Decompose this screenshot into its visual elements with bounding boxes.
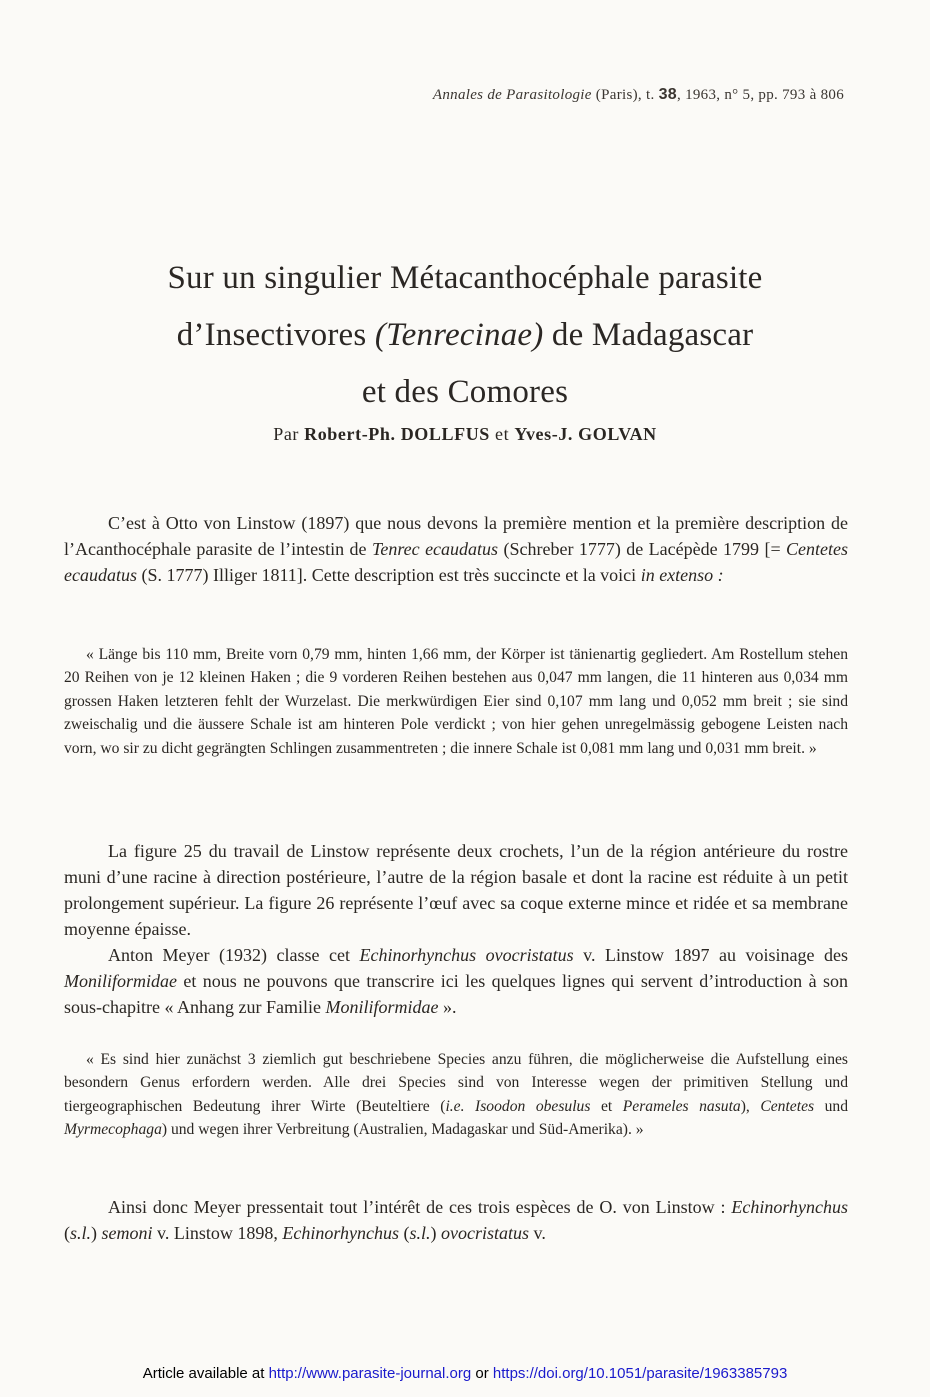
author-prefix: Par: [273, 424, 299, 444]
p4-text-1: Ainsi donc Meyer pressentait tout l’intérêt de ces trois espèces de O. von Linstow :: [108, 1197, 732, 1217]
p1-text-1: C’est à Otto von Linstow (1897) que nous devons la première mention et la première description de l’Acanthocéphale parasite de l’intestin de: [64, 513, 848, 559]
issue-details: , 1963, n° 5, pp. 793 à 806: [676, 87, 844, 103]
p4-genus-2: Echinorhynchus: [282, 1223, 400, 1243]
title-line-3: et des Comores: [361, 374, 569, 410]
p3-text-2: v. Linstow 1897 au voisinage des: [573, 945, 848, 965]
journal-name: Annales de Parasitologie: [432, 87, 592, 103]
title-line-2-end: de Madagascar: [543, 317, 754, 353]
q2-taxon-3: Centetes: [760, 1097, 815, 1115]
paragraph-3: [64, 942, 848, 1020]
p1-taxon-1: Tenrec ecaudatus: [371, 539, 499, 559]
p1-latin: in extenso :: [640, 565, 724, 585]
author-line: [0, 424, 930, 445]
q2-taxon-1: i.e. Isoodon obesulus: [445, 1097, 591, 1115]
volume-number: 38: [658, 86, 677, 103]
title-line-1: Sur un singulier Métacanthocéphale parasite: [167, 260, 763, 296]
journal-city: (Paris), t.: [595, 87, 655, 103]
paragraph-1: [64, 510, 848, 588]
q2-taxon-4: Myrmecophaga: [64, 1121, 162, 1139]
article-title: [60, 250, 870, 421]
p3-text-1: Anton Meyer (1932) classe cet: [108, 945, 360, 965]
p4-sl-2: s.l.: [409, 1223, 431, 1243]
q2-text-3: ),: [740, 1097, 761, 1115]
availability-footer: [0, 1365, 930, 1382]
title-line-2-start: d’Insectivores: [176, 317, 375, 353]
author-2: Yves-J. GOLVAN: [514, 424, 657, 444]
p3-text-4: ».: [438, 997, 457, 1017]
paragraph-2: La figure 25 du travail de Linstow représente deux crochets, l’un de la région antérieure du rostre muni d’une racine à direction postérieure, l’autre de la région basale et dont la racine est réduite à un petit prolongement supérieur. La figure 26 représente l’œuf avec sa coque externe mince et ridée et sa membrane moyenne épaisse.: [64, 841, 848, 939]
paragraph-4: [64, 1194, 848, 1246]
footer-or: or: [471, 1365, 493, 1382]
p1-text-2: (Schreber 1777) de Lacépède 1799 [=: [498, 539, 787, 559]
quote-meyer: [64, 1048, 848, 1142]
running-header: [433, 86, 844, 104]
quote-linstow: « Länge bis 110 mm, Breite vorn 0,79 mm, hinten 1,66 mm, der Körper ist tänienartig gegliedert. Am Rostellum stehen 20 Reihen von je 12 kleinen Haken ; die 9 vorderen Reihen bestehen aus 0,047 mm langen, die 11 hinteren aus 0,034 mm grossen Haken letzteren fehlt der Wurzelast. Die merkwürdigen Eier sind 0,107 mm lang und 0,052 mm breit ; sie sind zweischalig und die äussere Schale ist am hinteren Pole verdickt ; von hier gehen unregelmässig gebogene Leisten nach vorn, wo sir zu dicht gegrängten Schlingen zusammentreten ; die innere Schale ist 0,081 mm lang und 0,031 mm breit. »: [64, 646, 848, 757]
footer-prefix: Article available at: [142, 1365, 269, 1382]
title-line-2: [60, 307, 870, 364]
p4-species-1: semoni: [101, 1223, 153, 1243]
q2-text-4: und: [814, 1097, 848, 1115]
p4-text-7: v.: [529, 1223, 546, 1243]
p4-sl-1: s.l.: [70, 1223, 92, 1243]
q2-taxon-2: Perameles nasuta: [622, 1097, 741, 1115]
p3-text-3: et nous ne pouvons que transcrire ici les quelques lignes qui servent d’introduction à son sous-chapitre « Anhang zur Familie: [64, 971, 848, 1017]
p4-text-3: ): [91, 1223, 102, 1243]
title-taxon: (Tenrecinae): [374, 317, 544, 353]
p4-text-2: (: [64, 1223, 70, 1243]
p4-text-4: v. Linstow 1898,: [152, 1223, 283, 1243]
doi-link[interactable]: https://doi.org/10.1051/parasite/1963385793: [492, 1365, 788, 1382]
author-conjunction: et: [495, 424, 510, 444]
p3-taxon-2: Moniliformidae: [64, 971, 177, 991]
q2-text-1: « Es sind hier zunächst 3 ziemlich gut beschriebene Species anzu führen, die möglicherweise die Aufstellung eines besondern Genus erfordern werden. Alle drei Species sind von Interesse wegen der primitiven Stellung und tiergeographischen Bedeutung ihrer Wirte (Beuteltiere (: [64, 1051, 848, 1115]
p3-taxon-3: Moniliformidae: [325, 997, 439, 1017]
q2-text-2: et: [590, 1097, 623, 1115]
p3-taxon-1: Echinorhynchus ovocristatus: [359, 945, 574, 965]
author-1: Robert-Ph. DOLLFUS: [304, 424, 490, 444]
p4-text-6: ): [430, 1223, 442, 1243]
p4-text-5: (: [399, 1223, 410, 1243]
q2-text-5: ) und wegen ihrer Verbreitung (Australien, Madagaskar und Süd-Amerika). »: [161, 1121, 644, 1139]
p4-genus-1: Echinorhynchus: [731, 1197, 848, 1217]
journal-link[interactable]: http://www.parasite-journal.org: [268, 1365, 472, 1382]
p4-species-2: ovocristatus: [441, 1223, 530, 1243]
p1-text-3: (S. 1777) Illiger 1811]. Cette description est très succincte et la voici: [136, 565, 641, 585]
p1-taxon-2: Centetes ecaudatus: [64, 539, 849, 585]
